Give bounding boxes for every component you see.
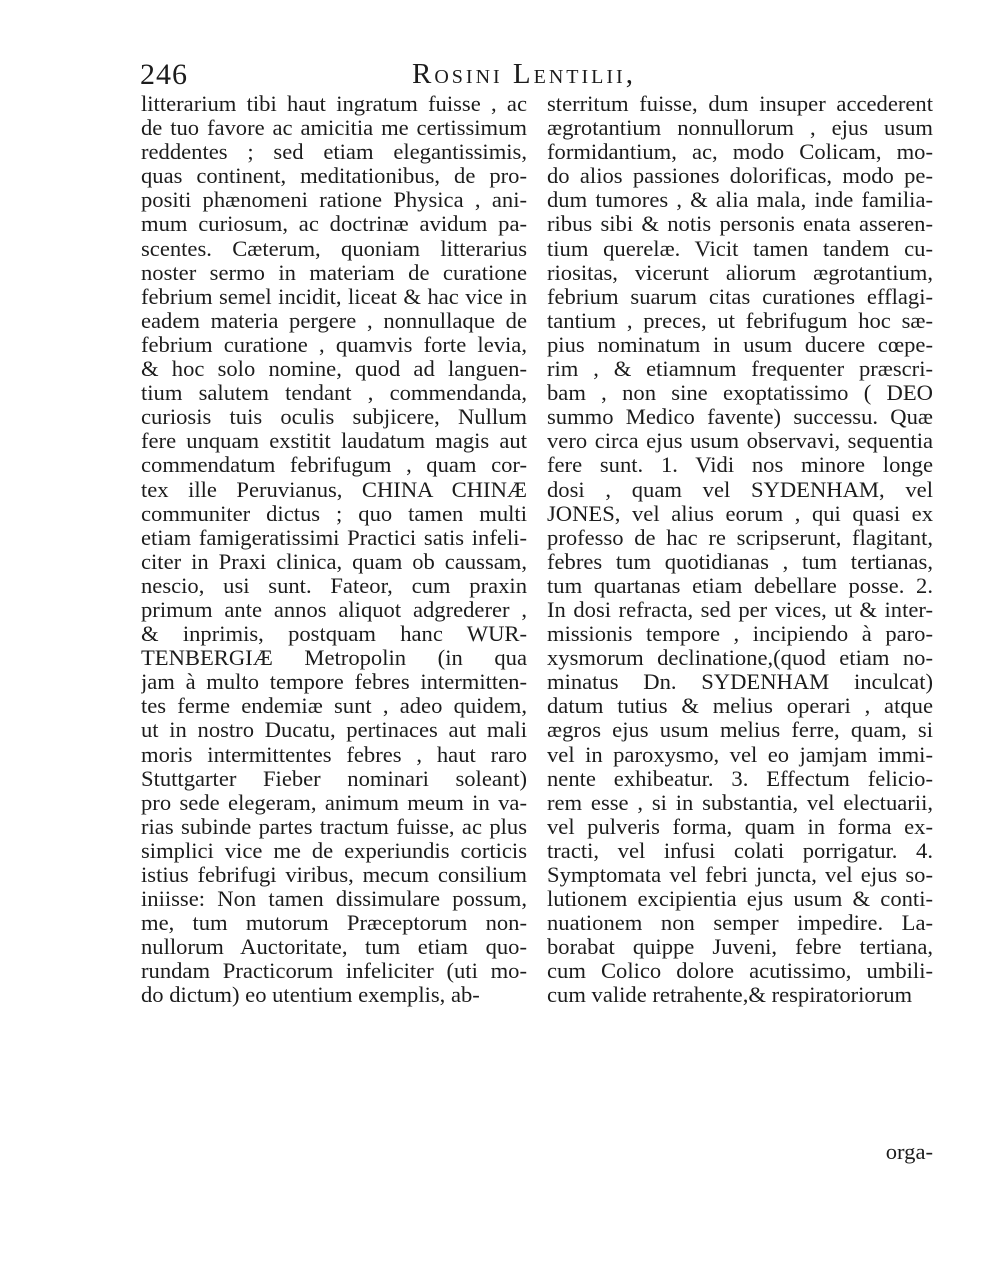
text-line: litterarium tibi haut ingratum fuisse , ac — [141, 92, 527, 116]
text-line: primum ante annos aliquot adgrederer , — [141, 597, 527, 622]
text-line: bam , non sine exoptatissimo ( DEO — [547, 381, 933, 406]
text-line: In dosi refracta, sed per vices, ut & inter- — [547, 597, 933, 622]
text-line: nuationem non semper impedire. La- — [547, 911, 933, 936]
text-line: noster sermo in materiam de curatione — [141, 260, 527, 285]
text-line: tex ille Peruvianus, CHINA CHINÆ — [141, 477, 527, 502]
text-line: vel pulveris forma, quam in forma ex- — [547, 814, 933, 839]
text-line: dum tumores , & alia mala, inde familia- — [547, 188, 933, 213]
text-line: iniisse: Non tamen dissimulare possum, — [141, 887, 527, 912]
text-line: me, tum mutorum Præceptorum non- — [141, 911, 527, 936]
text-line: ægros ejus usum melius ferre, quam, si — [547, 718, 933, 743]
text-line: formidantium, ac, modo Colicam, mo- — [547, 140, 933, 165]
text-line: febrium suarum citas curationes efflagi- — [547, 284, 933, 309]
text-line: ut in nostro Ducatu, pertinaces aut mali — [141, 718, 527, 743]
text-line: nescio, usi sunt. Fateor, cum praxin — [141, 573, 527, 598]
text-line: do dictum) eo utentium exemplis, ab- — [141, 983, 480, 1008]
text-line: moris intermittentes febres , haut raro — [141, 742, 527, 767]
catchword: orga- — [885, 1139, 933, 1164]
text-line: datum tutius & melius operari , atque — [547, 694, 933, 719]
text-line: & hoc solo nomine, quod ad languen- — [141, 357, 527, 382]
text-line: borabat quippe Juveni, febre tertiana, — [547, 935, 933, 960]
left-text-column — [141, 92, 527, 1008]
text-line: rem esse , si in substantia, vel electuarii, — [547, 790, 933, 815]
text-line: scentes. Cæterum, quoniam litterarius — [141, 236, 527, 261]
text-line: professo de hac re scripserunt, flagitant, — [547, 525, 933, 550]
text-line: fere sunt. 1. Vidi nos minore longe — [547, 453, 933, 478]
text-line: tracti, vel infusi colati porrigatur. 4. — [547, 838, 933, 863]
text-line: tium salutem tendant , commendanda, — [141, 381, 527, 406]
text-line: Symptomata vel febri juncta, vel ejus so- — [547, 863, 933, 887]
text-line: rias subinde partes tractum fuisse, ac plus — [141, 814, 527, 839]
text-line: curiosis tuis oculis subjicere, Nullum — [141, 405, 527, 430]
text-line: minatus Dn. SYDENHAM inculcat) — [547, 670, 933, 695]
text-line: do alios passiones dolorificas, modo pe- — [547, 164, 933, 189]
page-number: 246 — [140, 58, 188, 91]
text-line: febrium curatione , quamvis forte levia, — [141, 332, 527, 357]
right-text-column — [547, 92, 933, 1008]
text-line: quas continent, meditationibus, de pro- — [141, 164, 527, 189]
text-line: de tuo favore ac amicitia me certissimum — [141, 116, 527, 141]
text-line: jam à multo tempore febres intermitten- — [141, 670, 527, 695]
text-line: pro sede elegeram, animum meum in va- — [141, 790, 527, 815]
text-line: tium querelæ. Vicit tamen tandem cu- — [547, 236, 933, 261]
text-line: JONES, vel alius eorum , qui quasi ex — [547, 501, 933, 526]
text-line: missionis tempore , incipiendo à paro- — [547, 622, 933, 647]
text-line: simplici vice me de experiundis corticis — [141, 838, 527, 863]
text-line: lutionem excipientia ejus usum & conti- — [547, 887, 933, 912]
text-line: istius febrifugi viribus, mecum consilium — [141, 863, 527, 887]
text-line: nullorum Auctoritate, tum etiam quo- — [141, 935, 527, 960]
text-line: febrium semel incidit, liceat & hac vice in — [141, 284, 527, 309]
text-line: vel in paroxysmo, vel eo jamjam immi- — [547, 742, 933, 767]
text-line: ægrotantium nonnullorum , ejus usum — [547, 116, 933, 141]
text-line: rim , & etiamnum frequenter præscri- — [547, 357, 933, 382]
text-line: xysmorum declinatione,(quod etiam no- — [547, 646, 933, 671]
text-line: etiam famigeratissimi Practici satis infeli- — [141, 525, 527, 550]
text-line: positi phænomeni ratione Physica , ani- — [141, 188, 527, 213]
text-line: rundam Practicorum infeliciter (uti mo- — [141, 959, 527, 984]
text-line: fere unquam exstitit laudatum magis aut — [141, 429, 527, 454]
text-line: dosi , quam vel SYDENHAM, vel — [547, 477, 933, 502]
text-line: TENBERGIÆ Metropolin (in qua — [141, 646, 527, 671]
text-line: reddentes ; sed etiam elegantissimis, — [141, 140, 527, 165]
text-line: febres tum quotidianas , tum tertianas, — [547, 549, 933, 574]
text-line: tes ferme endemiæ sunt , adeo quidem, — [141, 694, 527, 719]
text-line: communiter dictus ; quo tamen multi — [141, 501, 527, 526]
text-line: ribus sibi & notis personis enata asseren- — [547, 212, 933, 237]
page-header — [0, 0, 1000, 100]
text-line: sterritum fuisse, dum insuper accederent — [547, 92, 933, 116]
text-line: nente exhibeatur. 3. Effectum felicio- — [547, 766, 933, 791]
text-line: & inprimis, postquam hanc WUR- — [141, 622, 527, 647]
text-line: eadem materia pergere , nonnullaque de — [141, 308, 527, 333]
text-line: commendatum febrifugum , quam cor- — [141, 453, 527, 478]
text-line: pius nominatum in usum ducere cœpe- — [547, 332, 933, 357]
text-line: citer in Praxi clinica, quam ob caussam, — [141, 549, 527, 574]
text-line: Stuttgarter Fieber nominari soleant) — [141, 766, 527, 791]
text-line: tum quartanas etiam debellare posse. 2. — [547, 573, 933, 598]
text-line: vero circa ejus usum observavi, sequentia — [547, 429, 933, 454]
text-line: summo Medico favente) successu. Quæ — [547, 405, 933, 430]
text-line: cum valide retrahente,& respiratoriorum — [547, 983, 913, 1008]
text-line: tantium , preces, ut febrifugum hoc sæ- — [547, 308, 933, 333]
text-line: riositas, vicerunt aliorum ægrotantium, — [547, 260, 933, 285]
text-line: cum Colico dolore acutissimo, umbili- — [547, 959, 933, 984]
running-title: Rosini Lentilii, — [412, 58, 636, 90]
text-line: mum curiosum, ac doctrinæ avidum pa- — [141, 212, 527, 237]
